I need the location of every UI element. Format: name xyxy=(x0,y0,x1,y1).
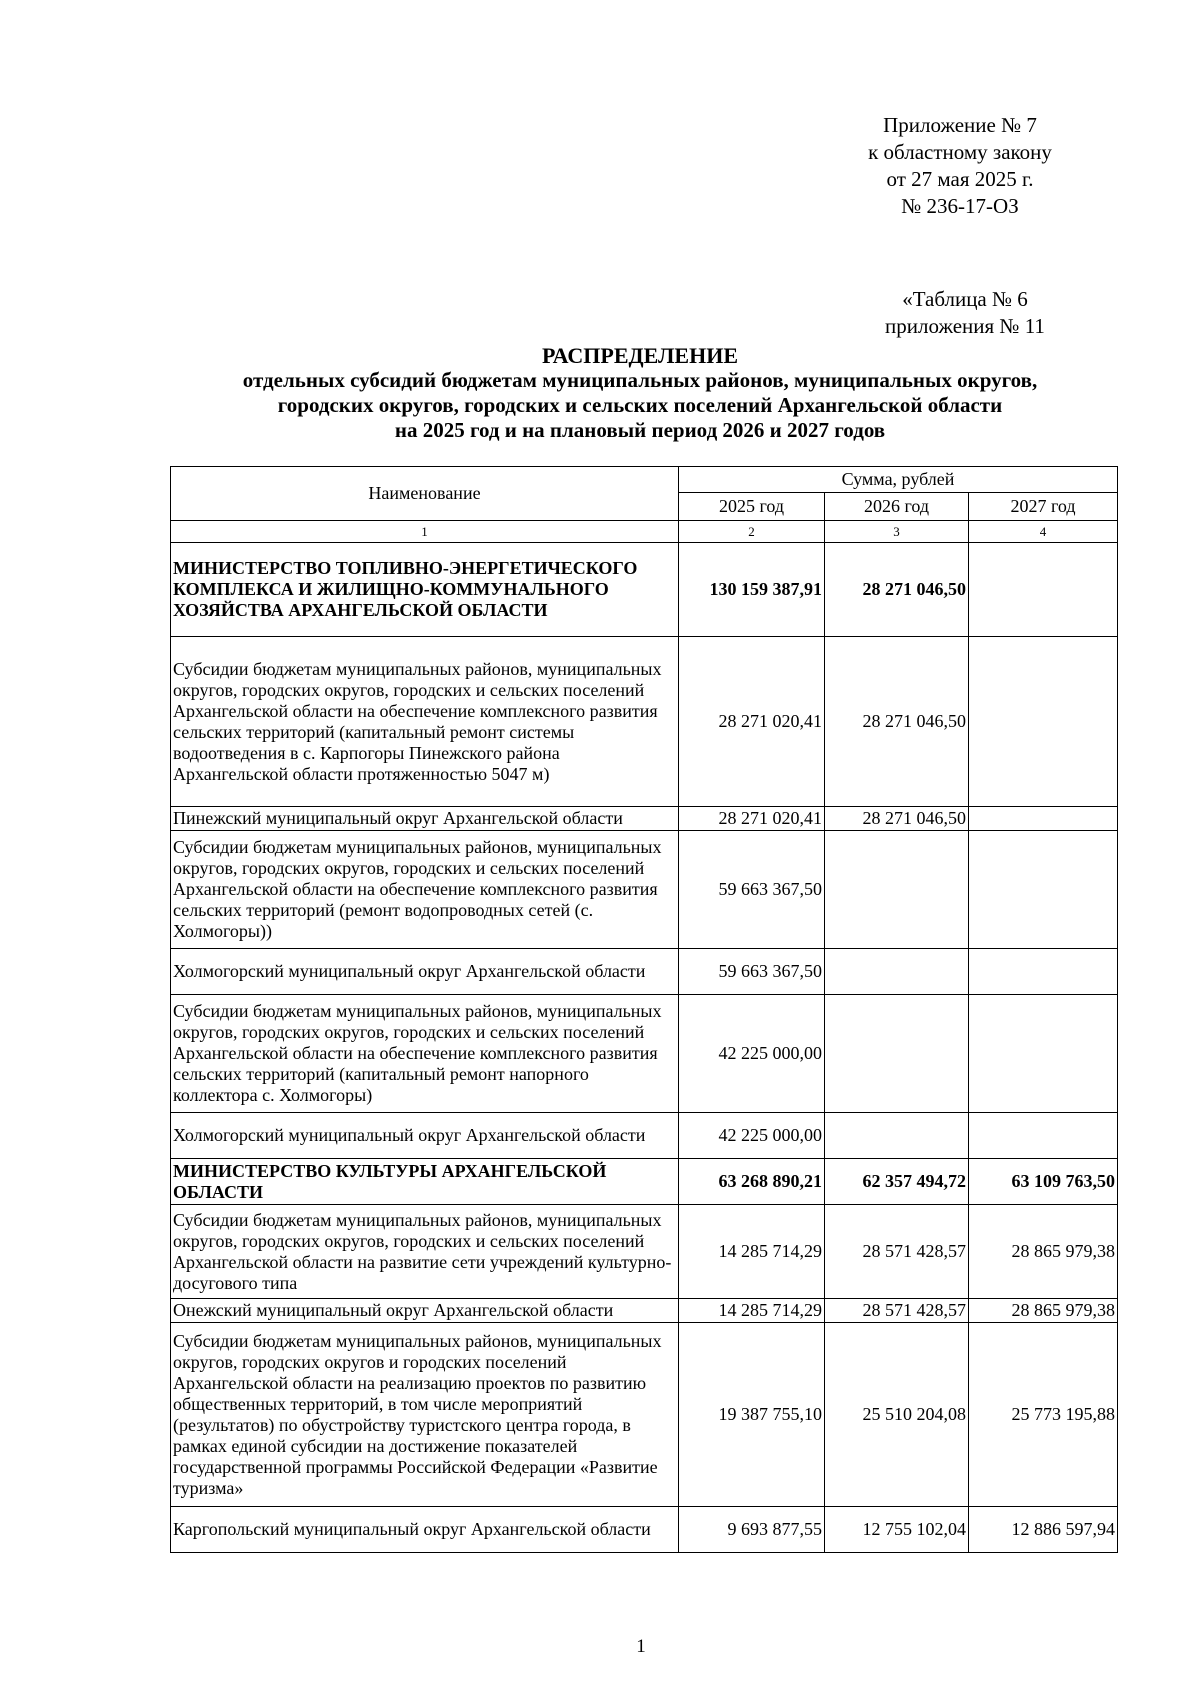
column-number: 4 xyxy=(969,521,1118,543)
row-name: Субсидии бюджетам муниципальных районов, муниципальных округов, городских округов, городских и сельских поселений Архангельской области на обеспечение комплексного развития сельских территорий (капитальный ремонт напорного коллектора с. Холмогоры) xyxy=(171,995,679,1113)
header-year-2027: 2027 год xyxy=(969,493,1118,521)
appendix-line-1: Приложение № 7 xyxy=(883,113,1037,137)
amount-2026: 12 755 102,04 xyxy=(825,1507,969,1553)
row-name: Онежский муниципальный округ Архангельской области xyxy=(171,1299,679,1323)
row-name: Субсидии бюджетам муниципальных районов, муниципальных округов, городских округов и городских поселений Архангельской области на реализацию проектов по развитию общественных территорий, в том числе мероприятий (результатов) по обустройству туристского центра города, в рамках единой субсидии на достижение показателей государственной программы Российской Федерации «Развитие туризма» xyxy=(171,1323,679,1507)
district-row xyxy=(171,949,1118,995)
header-sum: Сумма, рублей xyxy=(679,467,1118,493)
title-line-2: отдельных субсидий бюджетам муниципальных районов, муниципальных округов, xyxy=(242,368,1038,392)
district-row xyxy=(171,807,1118,831)
table-reference xyxy=(860,286,1070,340)
amount-2027 xyxy=(969,1113,1118,1159)
row-name: Пинежский муниципальный округ Архангельской области xyxy=(171,807,679,831)
amount-2027 xyxy=(969,995,1118,1113)
row-name: Субсидии бюджетам муниципальных районов, муниципальных округов, городских округов, городских и сельских поселений Архангельской области на обеспечение комплексного развития сельских территорий (ремонт водопроводных сетей (с. Холмогоры)) xyxy=(171,831,679,949)
subsidy-row xyxy=(171,995,1118,1113)
appendix-line-4: № 236-17-ОЗ xyxy=(901,194,1019,218)
amount-2025: 63 268 890,21 xyxy=(679,1159,825,1205)
amount-2027 xyxy=(969,637,1118,807)
amount-2027: 28 865 979,38 xyxy=(969,1299,1118,1323)
ministry-row xyxy=(171,543,1118,637)
amount-2025: 42 225 000,00 xyxy=(679,1113,825,1159)
district-row xyxy=(171,1299,1118,1323)
amount-2025: 19 387 755,10 xyxy=(679,1323,825,1507)
amount-2026 xyxy=(825,995,969,1113)
amount-2025: 14 285 714,29 xyxy=(679,1299,825,1323)
row-name: Холмогорский муниципальный округ Архангельской области xyxy=(171,949,679,995)
amount-2027 xyxy=(969,543,1118,637)
amount-2027: 63 109 763,50 xyxy=(969,1159,1118,1205)
amount-2025: 42 225 000,00 xyxy=(679,995,825,1113)
title-line-4: на 2025 год и на плановый период 2026 и 2027 годов xyxy=(394,418,886,442)
table-reference-line-1: «Таблица № 6 xyxy=(902,287,1028,311)
column-number-row xyxy=(171,521,1118,543)
amount-2025: 14 285 714,29 xyxy=(679,1205,825,1299)
amount-2026: 62 357 494,72 xyxy=(825,1159,969,1205)
amount-2026: 28 571 428,57 xyxy=(825,1205,969,1299)
amount-2027 xyxy=(969,807,1118,831)
district-row xyxy=(171,1113,1118,1159)
subsidy-row xyxy=(171,831,1118,949)
header-row xyxy=(171,467,1118,493)
title-line-1: РАСПРЕДЕЛЕНИЕ xyxy=(541,343,738,368)
amount-2026 xyxy=(825,831,969,949)
amount-2027: 25 773 195,88 xyxy=(969,1323,1118,1507)
table-reference-line-2: приложения № 11 xyxy=(885,314,1045,338)
header-name: Наименование xyxy=(171,467,679,521)
amount-2026 xyxy=(825,1113,969,1159)
table-body xyxy=(171,521,1118,1553)
amount-2025: 28 271 020,41 xyxy=(679,637,825,807)
row-name: Субсидии бюджетам муниципальных районов, муниципальных округов, городских округов, городских и сельских поселений Архангельской области на развитие сети учреждений культурно-досугового типа xyxy=(171,1205,679,1299)
amount-2025: 59 663 367,50 xyxy=(679,949,825,995)
appendix-line-3: от 27 мая 2025 г. xyxy=(886,167,1034,191)
header-year-2025: 2025 год xyxy=(679,493,825,521)
amount-2025: 9 693 877,55 xyxy=(679,1507,825,1553)
amount-2027 xyxy=(969,949,1118,995)
header-year-2026: 2026 год xyxy=(825,493,969,521)
subsidy-row xyxy=(171,1323,1118,1507)
amount-2027: 28 865 979,38 xyxy=(969,1205,1118,1299)
column-number: 1 xyxy=(171,521,679,543)
row-name: Субсидии бюджетам муниципальных районов, муниципальных округов, городских округов, городских и сельских поселений Архангельской области на обеспечение комплексного развития сельских территорий (капитальный ремонт системы водоотведения в с. Карпогоры Пинежского района Архангельской области протяженностью 5047 м) xyxy=(171,637,679,807)
page-number: 1 xyxy=(636,1636,646,1657)
row-name: Холмогорский муниципальный округ Архангельской области xyxy=(171,1113,679,1159)
district-row xyxy=(171,1507,1118,1553)
amount-2026: 28 271 046,50 xyxy=(825,543,969,637)
amount-2026: 28 271 046,50 xyxy=(825,807,969,831)
column-number: 3 xyxy=(825,521,969,543)
subsidy-row xyxy=(171,1205,1118,1299)
amount-2025: 28 271 020,41 xyxy=(679,807,825,831)
amount-2026 xyxy=(825,949,969,995)
subsidy-row xyxy=(171,637,1118,807)
column-number: 2 xyxy=(679,521,825,543)
amount-2026: 28 271 046,50 xyxy=(825,637,969,807)
amount-2025: 130 159 387,91 xyxy=(679,543,825,637)
appendix-reference xyxy=(820,112,1100,220)
ministry-row xyxy=(171,1159,1118,1205)
amount-2026: 28 571 428,57 xyxy=(825,1299,969,1323)
subsidy-distribution-table xyxy=(170,466,1118,1553)
amount-2027 xyxy=(969,831,1118,949)
row-name: МИНИСТЕРСТВО ТОПЛИВНО-ЭНЕРГЕТИЧЕСКОГО КОМПЛЕКСА И ЖИЛИЩНО-КОММУНАЛЬНОГО ХОЗЯЙСТВА АРХАНГЕЛЬСКОЙ ОБЛАСТИ xyxy=(171,543,679,637)
row-name: Каргопольский муниципальный округ Архангельской области xyxy=(171,1507,679,1553)
title-line-3: городских округов, городских и сельских поселений Архангельской области xyxy=(277,393,1003,417)
appendix-line-2: к областному закону xyxy=(868,140,1052,164)
amount-2026: 25 510 204,08 xyxy=(825,1323,969,1507)
document-title xyxy=(150,343,1130,443)
amount-2025: 59 663 367,50 xyxy=(679,831,825,949)
amount-2027: 12 886 597,94 xyxy=(969,1507,1118,1553)
row-name: МИНИСТЕРСТВО КУЛЬТУРЫ АРХАНГЕЛЬСКОЙ ОБЛАСТИ xyxy=(171,1159,679,1205)
